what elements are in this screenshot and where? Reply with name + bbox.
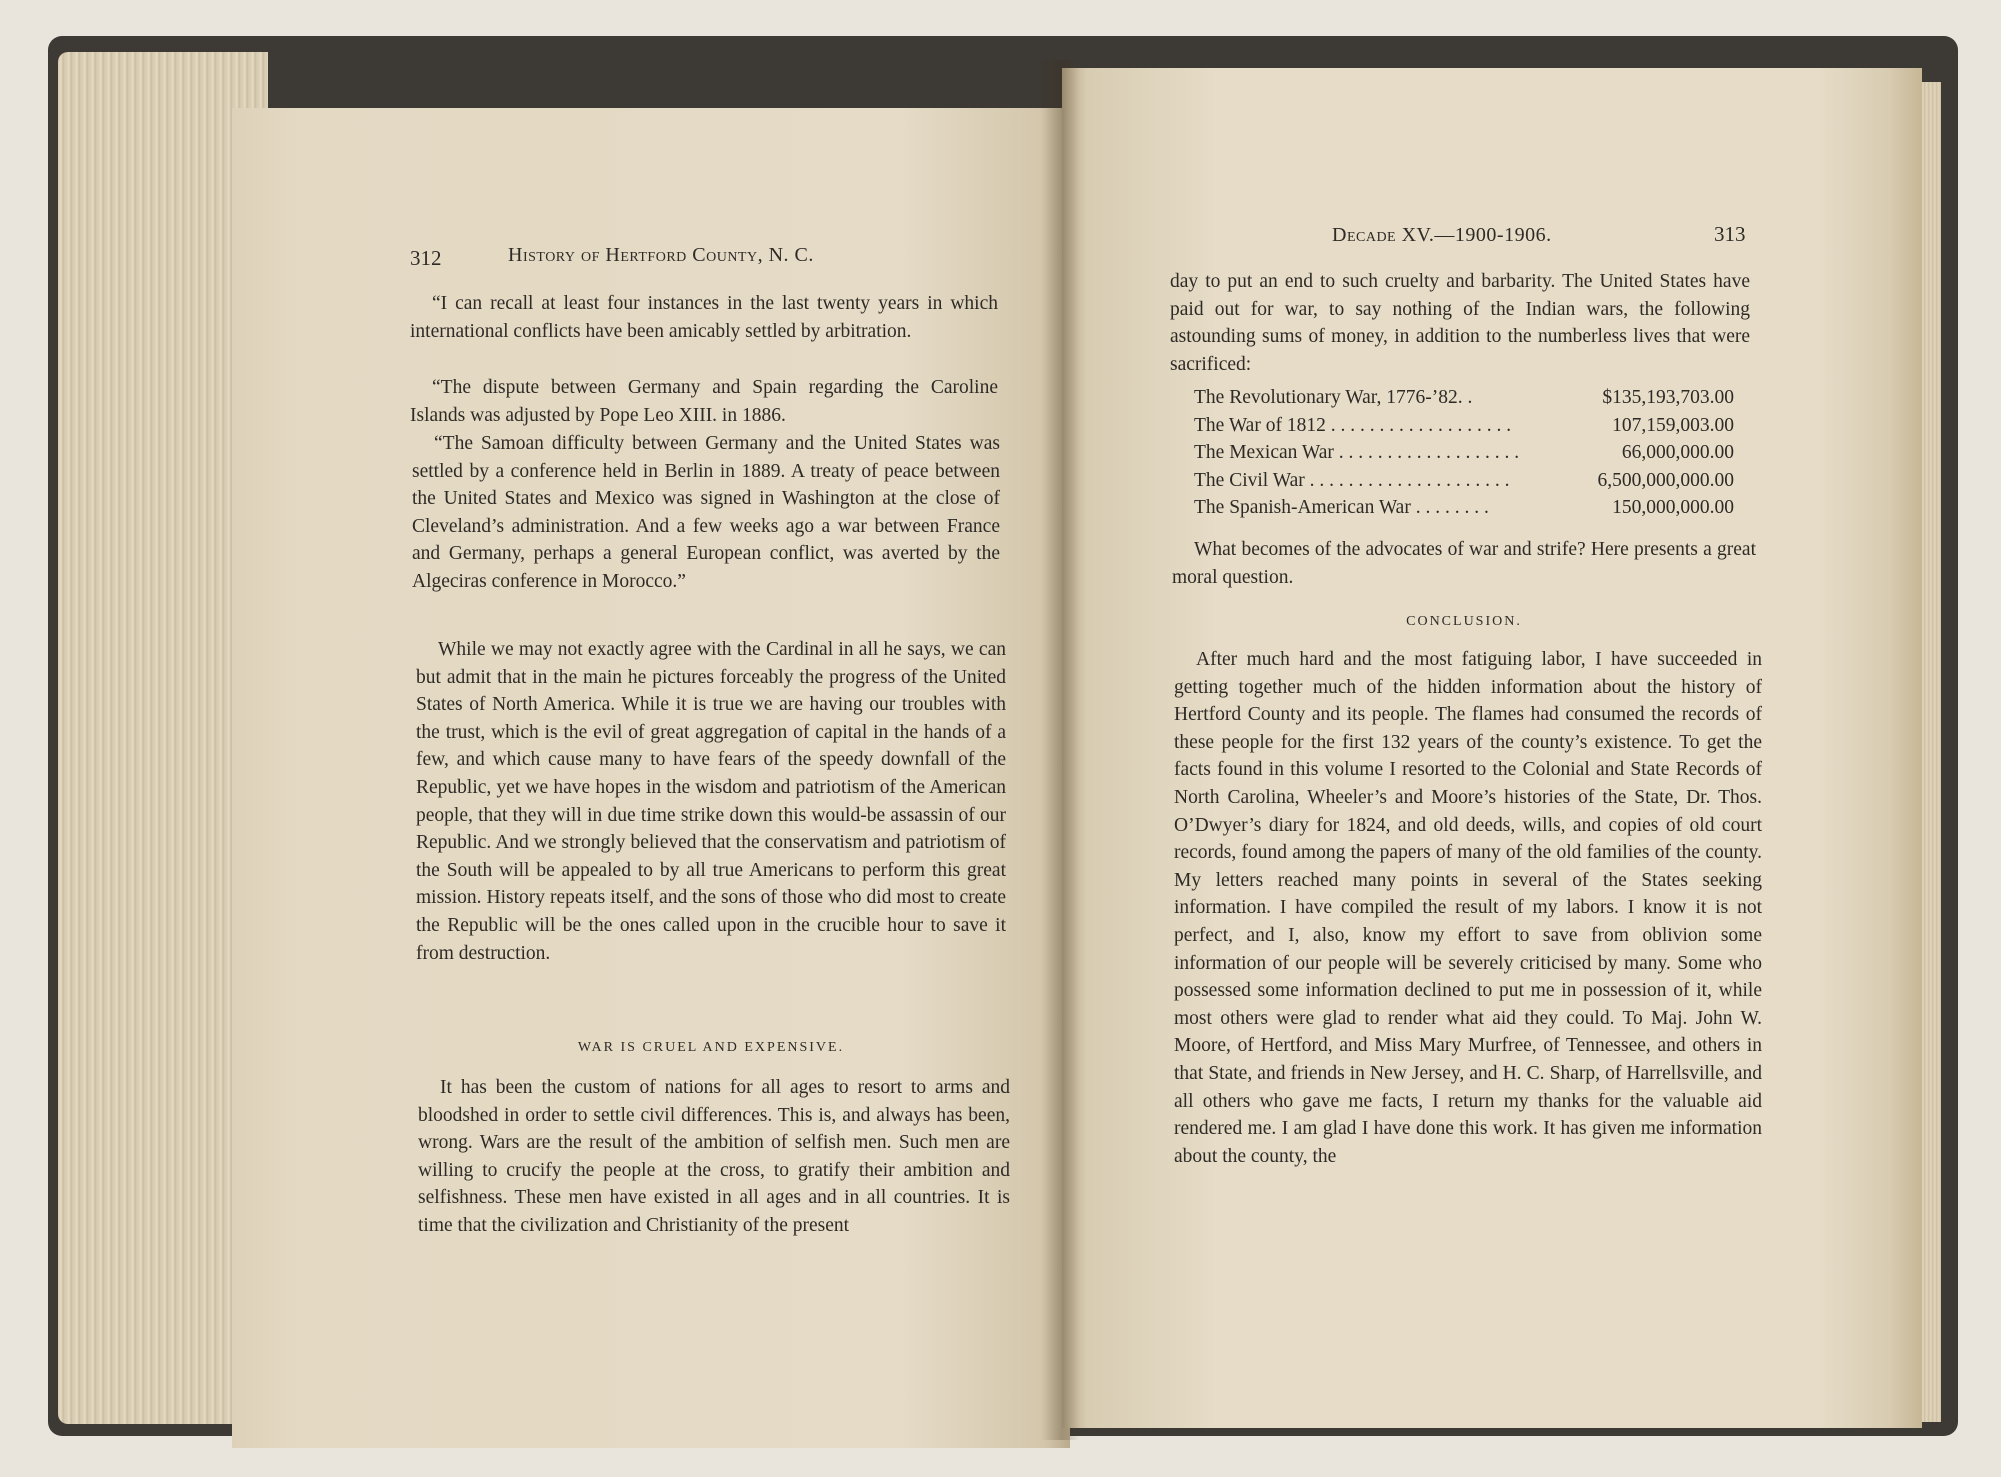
left-paragraph-1: “I can recall at least four instances in the last twenty years in which international conflicts have been amicably settled by arbitration. xyxy=(410,293,998,342)
war-cost-row xyxy=(1194,412,1734,440)
left-paragraph-4: While we may not exactly agree with the Cardinal in all he says, we can but admit that in the main he pictures forceably the progress of the United States of North America. While it is true we are having our troubles with the trust, which is the evil of great aggregation of capital in the hands of a few, and which cause many to have fears of the speedy downfall of the Republic, yet we have hopes in the wisdom and patriotism of the American people, that they will in due time strike down this would-be assassin of our Republic. And we strongly believed that the conservatism and patriotism of the South will be appealed to by all true Americans to perform this great mission. History repeats itself, and the sons of those who did most to create the Republic will be the ones called upon in the crucible hour to save it from destruction. xyxy=(416,639,1006,964)
war-name: The Spanish-American War . . . . . . . . xyxy=(1194,497,1489,519)
war-name: The Civil War . . . . . . . . . . . . . . . . . . . . . xyxy=(1194,469,1510,491)
left-page-number: 312 xyxy=(410,246,442,270)
book-gutter xyxy=(1040,60,1080,1440)
war-name: The War of 1812 . . . . . . . . . . . . . . . . . . . xyxy=(1194,414,1512,436)
left-paragraph-2: “The dispute between Germany and Spain regarding the Caroline Islands was adjusted by Pope Leo XIII. in 1886. xyxy=(410,377,998,426)
right-opening-paragraph: day to put an end to such cruelty and barbarity. The United States have paid out for war, to say nothing of the Indian wars, the following astounding sums of money, in addition to the numberless lives that were sacrificed: xyxy=(1170,271,1750,375)
left-section-heading: WAR IS CRUEL AND EXPENSIVE. xyxy=(577,1040,845,1055)
war-name: The Revolutionary War, 1776-’82. . xyxy=(1194,387,1473,408)
war-name: The Mexican War . . . . . . . . . . . . . . . . . . . xyxy=(1194,442,1520,464)
conclusion-paragraph: After much hard and the most fatiguing labor, I have succeeded in getting together much of the hidden information about the history of Hertford County and its people. The flames had consumed the records of these people for the first 132 years of the county’s existence. To get the facts found in this volume I resorted to the Colonial and State Records of North Carolina, Wheeler’s and Moore’s histories of the State, Dr. Thos. O’Dwyer’s diary for 1824, and old deeds, wills, and copies of old court records, found among the papers of many of the old families of the county. My letters reached many points in several of the States seeking information. I have compiled the result of my labors. I know it is not perfect, and I, also, know my effort to save from oblivion some information of our people will be severely criticised by many. Some who possessed some information declined to put me in possession of it, while most others were glad to render what aid they could. To Maj. John W. Moore, of Hertford, and Miss Mary Murfree, of Tennessee, and others in that State, and friends in New Jersey, and H. C. Sharp, of Harrellsville, and all others who gave me facts, I return my thanks for the valuable aid rendered me. I am glad I have done this work. It has given me information about the county, the xyxy=(1174,649,1762,1167)
war-amount: 66,000,000.00 xyxy=(1621,442,1734,464)
war-cost-row xyxy=(1194,494,1734,522)
war-cost-row xyxy=(1194,439,1734,467)
left-page xyxy=(232,108,1070,1448)
conclusion-heading: CONCLUSION. xyxy=(1406,614,1522,629)
war-costs-table xyxy=(1194,384,1734,522)
war-cost-row xyxy=(1194,467,1734,495)
war-amount: 107,159,003.00 xyxy=(1612,414,1734,436)
war-amount: 150,000,000.00 xyxy=(1612,497,1734,519)
right-page-number: 313 xyxy=(1714,222,1746,246)
left-paragraph-3: “The Samoan difficulty between Germany and the United States was settled by a conference held in Berlin in 1889. A treaty of peace between the United States and Mexico was signed in Washington at the close of Cleveland’s administration. And a few weeks ago a war between France and Germany, perhaps a general European conflict, was averted by the Algeciras conference in Morocco.” xyxy=(412,433,1000,592)
left-running-head: History of Hertford County, N. C. xyxy=(508,244,814,266)
left-section-paragraph: It has been the custom of nations for all ages to resort to arms and bloodshed in order to settle civil differences. This is, and always has been, wrong. Wars are the result of the ambition of selfish men. Such men are willing to crucify the people at the cross, to gratify their ambition and selfishness. These men have existed in all ages and in all countries. It is time that the civilization and Christianity of the present xyxy=(418,1077,1010,1236)
war-amount: 6,500,000,000.00 xyxy=(1597,469,1734,491)
war-amount: $135,193,703.00 xyxy=(1602,387,1734,408)
right-page xyxy=(1062,68,1922,1428)
war-cost-row xyxy=(1194,384,1734,412)
right-question-paragraph: What becomes of the advocates of war and strife? Here presents a great moral question. xyxy=(1172,539,1756,588)
right-running-head: Decade XV.—1900-1906. xyxy=(1332,224,1552,246)
